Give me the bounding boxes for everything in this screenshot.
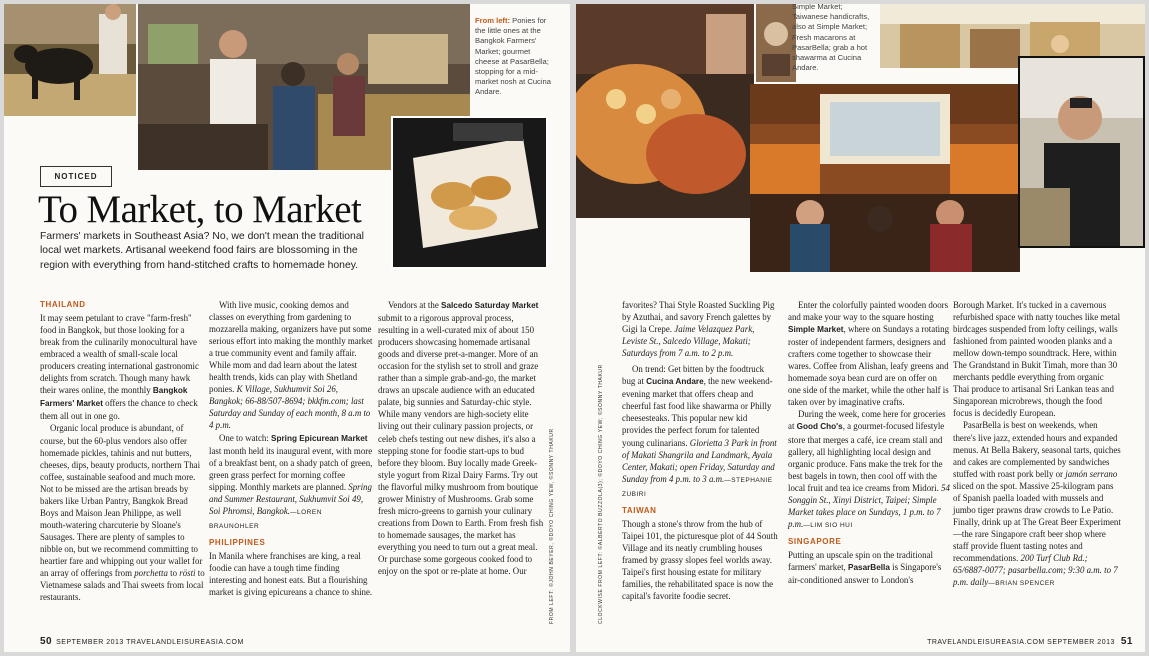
paragraph: One to watch: Spring Epicurean Market last month held its inaugural event, with more of a breakfast bent, on a shady patch of green, green grass perfect for morning coffee sipping. Monthly markets are planned. Spring and Summer Restaurant, Sukhumvit Soi 49, Soi Phromsi, Bangkok.—LOREN BRAUNOHLER [209, 432, 373, 530]
photo-caption-right: Simple Market; Taiwanese handicrafts, also at Simple Market; Fresh macarons at PasarBella; grab a hot shawarma at Cucina Andare. [792, 4, 870, 73]
venue-name: Salcedo Saturday Market [441, 301, 539, 310]
paragraph: Putting an upscale spin on the traditional farmers' market, PasarBella is Singapore's air-conditioned answer to London's [788, 549, 942, 586]
section-singapore: SINGAPORE [788, 536, 842, 546]
folio-left: 50 SEPTEMBER 2013 TRAVELANDLEISUREASIA.COM [40, 636, 244, 647]
photo-ponies [4, 4, 136, 116]
byline: —LIM SIO HUI [803, 521, 853, 529]
section-thailand: THAILAND [40, 300, 86, 309]
paragraph: With live music, cooking demos and classes on everything from gardening to mozzarella making, organizers have put some serious effort into making the monthly market a true community event and family affair. While mom and dad learn about the latest health trends, kids can play with Shetland ponies. K Village, Sukhumvit Soi 26, Bangkok; 66-88/507-8694; bkkfm.com; last Saturday and Sunday of each month, 8 a.m to 4 p.m. [209, 300, 373, 431]
section-taiwan: TAIWAN [622, 505, 657, 515]
paragraph: In Manila where franchises are king, a real foodie can have a tough time finding interesting and honest eats. But a flourishing market is giving epicureans a chance to shine. [209, 550, 373, 598]
photo-credit-right: CLOCKWISE FROM LEFT: ©ALBERTO BUZZOLA(3); ©DOYO CHING YEW; ©SONNY THAKUR [598, 364, 604, 624]
paragraph: Organic local produce is abundant, of course, but the 60-plus vendors also offer homemade pickles, tahinis and nut butters, cheeses, dips, beauty products, northern Thai coffee, sustainable seafood and much more. Not to be missed are the artisan breads by bakers like Urban Pantry, Bangkok Bread Boys and Maison Jean Philippe, as well mouth-watering charcuterie by Sloane's Sausages. There are plenty of samples to nibble on, but we recommend committing to heartier fare and whipping out your wallet for an array of offerings from porchetta to rösti to Vietnamese salads and Thai sweets from local restaurants. [40, 423, 205, 603]
noticed-badge: NOTICED [40, 166, 112, 187]
paragraph: PasarBella is best on weekends, when there's live jazz, extended hours and expanded menus. At Bella Bakery, seasonal tarts, quiches and cakes are complemented by sandwiches stuffed with roast pork belly or jamón serrano sliced on the spot. Massive 25-kilogram pans of Spanish paella loaded with mussels and jumbo tiger prawns draw crowds to Le Patio. Finally, drink up at The Great Beer Experiment—the rare Singapore craft beer shop where staff provide fluent tasting notes and recommendations. 200 Turf Club Rd.; 65/6887-0077; pasarbella.com; 9:30 a.m. to 7 p.m. daily—BRIAN SPENCER [953, 420, 1121, 588]
page-number: 51 [1120, 636, 1133, 647]
paragraph: On trend: Get bitten by the foodtruck bug at Cucina Andare, the new weekend-evening market that offers cheap and cheerful fast food like shawarma or Philly cheesesteaks. This popular new kid provides the perfect forum for talented young culinarians. Glorietta 3 Park in front of Makati Shangrila and Landmark, Ayala Center, Makati; open Friday, Saturday and Sunday from 4 p.m. to 3 a.m.—STEPHANIE ZUBIRI [622, 364, 777, 498]
byline: —STEPHANIE ZUBIRI [622, 476, 773, 498]
headline: To Market, to Market [38, 188, 362, 231]
byline: —LOREN BRAUNOHLER [209, 508, 322, 530]
photo-credit-left: FROM LEFT: ©JOHN BEYER, ©DOYO CHING YEW, ©SONNY THAKUR [549, 428, 555, 624]
venue-name: PasarBella [848, 562, 890, 572]
right-page [576, 4, 1145, 652]
left-column-1 [40, 299, 205, 603]
photo-macarons [576, 4, 754, 218]
paragraph: It may seem petulant to crave "farm-fresh" food in Bangkok, but those looking for a break from the culinarily monocultural have embraced a wealth of small-scale local producers creating international gastronomic delights from scratch. Though many hawk their wares online, the monthly Bangkok Farmers' Market offers the chance to check them all out in one go. [40, 313, 199, 422]
folio-right: TRAVELANDLEISUREASIA.COM SEPTEMBER 2013 51 [927, 636, 1133, 647]
photo-vendor-portrait [1018, 56, 1145, 248]
photo-shawarma-stall [750, 84, 1020, 272]
venue-name: Spring Epicurean Market [271, 433, 368, 443]
right-column-3 [953, 299, 1121, 590]
paragraph: Though a stone's throw from the hub of Taipei 101, the picturesque plot of 44 South Village and its neatly crumbling houses framed by grassy slopes feel worlds away. Taipei's first housing estate for military families, the rehabilitated space is now the capital's favorite foodie secret. [622, 518, 778, 602]
paragraph: During the week, come here for groceries at Good Cho's, a gourmet-focused lifestyle store that merges a café, ice cream stall and gallery, all highlighting local design and organic produce. Fans make the trek for the best bagels in town, then cool off with the local fruit and tea ice creams from Midori. 54 Songgin St., Xinyi District, Taipei; Simple Market takes place on Sundays, 1 p.m. to 7 p.m.—LIM SIO HUI [788, 409, 950, 529]
photo-pasarbella-cheese [391, 116, 548, 269]
byline: —BRIAN SPENCER [988, 580, 1055, 588]
paragraph: Borough Market. It's tucked in a cavernous refurbished space with natty touches like metal birdcages suspended from lofty ceilings, walls fashioned from painted wooden planks and a mellow down-tempo soundtrack. Here, within The Grandstand in Bukit Timah, more than 30 merchants peddle everything from organic Thai produce to artisanal Sri Lankan teas and Singaporean microbrews, though the food focus is decidedly European. [953, 300, 1121, 419]
paragraph: Vendors at the Salcedo Saturday Market submit to a rigorous approval process, resulting in a well-curated mix of about 150 producers showcasing homemade artisanal goods and diverse pret-a-manger. More of an occasion for the stylish set to stroll and graze rather than a simple grab-and-go, the market draws an upscale audience with an educated palate, big sunnies and Saturday-chic style. While many vendors are high-society elite living out their culinary passion projects, or celeb chefs testing out new dishes, it's also a stepping stone for foodie start-ups to bud before they bloom. Buy locally made Greek-style yogurt from Rizal Dairy Farms. Try out the flavorful milky mushroom from boutique grower Ministry of Mushrooms. Grab some fresh micro-greens to garnish your culinary creations from Down to Earth. From fresh fish to homemade sausages, the market has everything you need to turn out a great meal. Or purchase some gorgeous cooked food to enjoy on the spot or re-plate at home. Our [378, 300, 544, 577]
venue-name: Simple Market [788, 325, 844, 335]
caption-prefix: From left: [475, 16, 513, 25]
paragraph: favorites? Thai Style Roasted Suckling Pig by Azuthai, and savory French galettes by Gigi la Crepe. Jaime Velazquez Park, Leviste St., Salcedo Village, Makati; Saturdays from 7 a.m. to 2 p.m. [622, 300, 775, 359]
section-philippines: PHILIPPINES [209, 537, 266, 547]
dek: Farmers' markets in Southeast Asia? No, we don't mean the traditional local wet markets. Artisanal weekend food fairs are blossoming in the region with everything from hand-stitched crafts to homemade honey. [40, 231, 364, 271]
venue-name: Cucina Andare [646, 377, 704, 387]
right-column-2 [788, 299, 951, 586]
left-column-3 [378, 299, 544, 577]
right-column-1 [622, 299, 778, 602]
venue-name: Bangkok Farmers' Market [40, 386, 188, 409]
left-column-2 [209, 299, 374, 598]
paragraph: Enter the colorfully painted wooden doors and make your way to the square hosting Simple Market, where on Sundays a rotating roster of independent farmers, designers and crafters come together to showcase their wares. Coffee from Alishan, leafy greens and homemade soya bean curd are on offer on one side of the market, while the other half is taken over by imaginative crafts. [788, 300, 950, 408]
left-page [4, 4, 570, 652]
page-number: 50 [40, 636, 53, 647]
photo-handicrafts [756, 4, 796, 82]
photo-caption-left [475, 16, 553, 98]
caption-text: Ponies for the little ones at the Bangkok Farmers' Market; gourmet cheese at PasarBella; stopping for a mid-market nosh at Cucina Andare. [475, 16, 551, 97]
venue-name: Good Cho's [796, 422, 843, 432]
